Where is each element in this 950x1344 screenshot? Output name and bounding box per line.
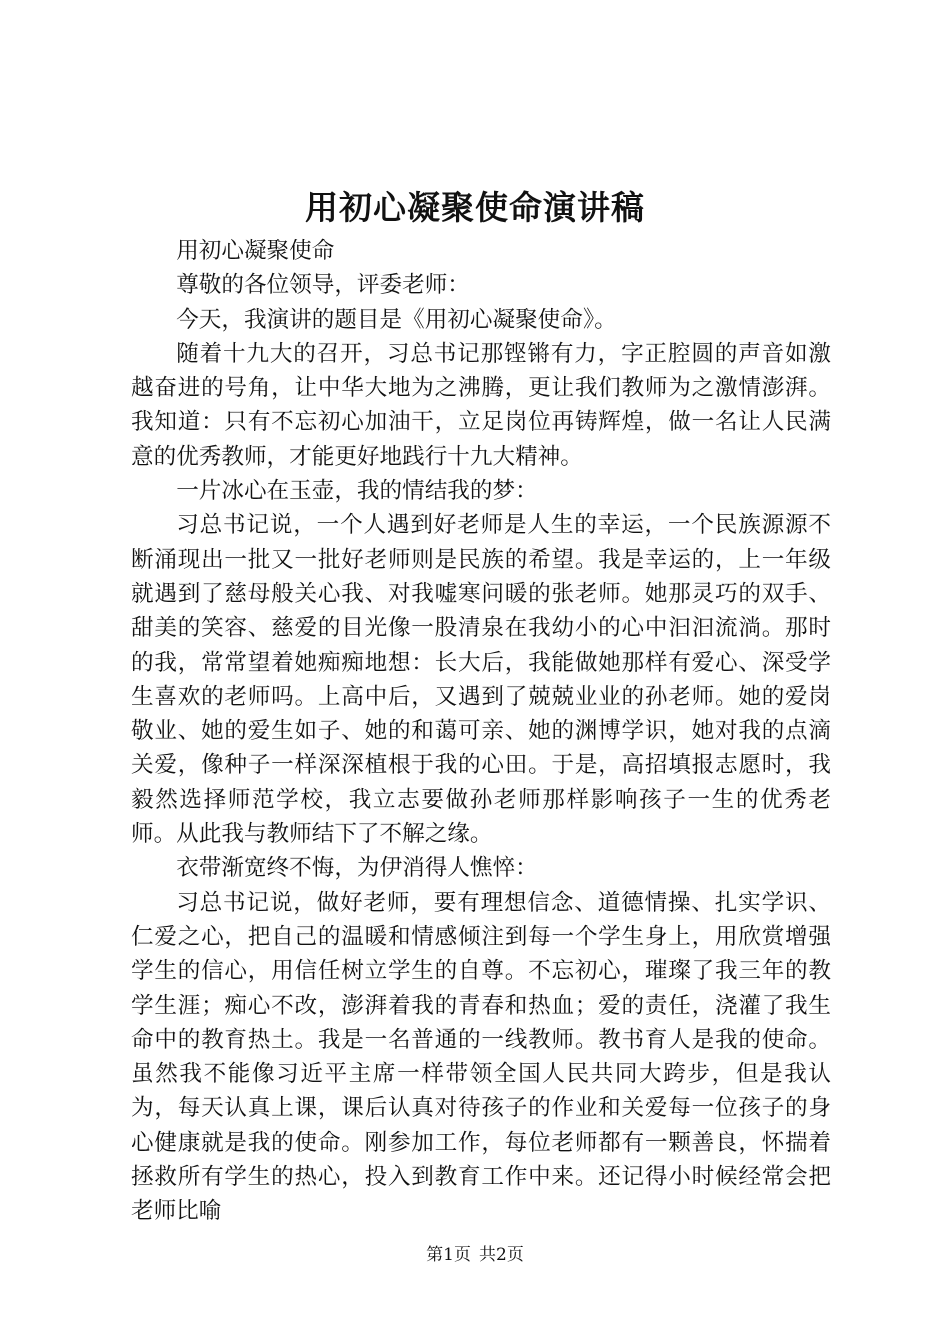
section-1-paragraph: 习总书记说，一个人遇到好老师是人生的幸运，一个民族源源不断涌现出一批又一批好老师则是民族的希望。我是幸运的，上一年级就遇到了慈母般关心我、对我嘘寒问暖的张老师。她那灵巧的双手、甜美的笑容、慈爱的目光像一股清泉在我幼小的心中汩汩流淌。那时的我，常常望着她痴痴地想：长大后，我能做她那样有爱心、深受学生喜欢的老师吗。上高中后，又遇到了兢兢业业的孙老师。她的爱岗敬业、她的爱生如子、她的和蔼可亲、她的渊博学识，她对我的点滴关爱，像种子一样深深植根于我的心田。于是，高招填报志愿时，我毅然选择师范学校，我立志要做孙老师那样影响孩子一生的优秀老师。从此我与教师结下了不解之缘。	[131, 512, 831, 848]
document-body	[131, 234, 831, 1229]
page-footer	[0, 1243, 950, 1267]
page-number: 第1页	[426, 1245, 471, 1265]
page-title: 用初心凝聚使命演讲稿	[305, 188, 645, 227]
page-total: 共2页	[479, 1245, 524, 1265]
intro-paragraph: 随着十九大的召开，习总书记那铿锵有力，字正腔圆的声音如激越奋进的号角，让中华大地为之沸腾，更让我们教师为之激情澎湃。我知道：只有不忘初心加油干，立足岗位再铸辉煌，做一名让人民满意的优秀教师，才能更好地践行十九大精神。	[131, 340, 831, 470]
subtitle-paragraph: 用初心凝聚使命	[176, 238, 335, 264]
section-heading-1: 一片冰心在玉壶，我的情结我的梦：	[176, 478, 538, 505]
section-heading-2: 衣带渐宽终不悔，为伊消得人憔悴：	[176, 855, 538, 882]
greeting-paragraph: 尊敬的各位领导，评委老师：	[176, 272, 470, 299]
topic-paragraph: 今天，我演讲的题目是《用初心凝聚使命》。	[176, 306, 617, 333]
section-2-paragraph: 习总书记说，做好老师，要有理想信念、道德情操、扎实学识、仁爱之心，把自己的温暖和情感倾注到每一个学生身上，用欣赏增强学生的信心，用信任树立学生的自尊。不忘初心，璀璨了我三年的教学生涯；痴心不改，澎湃着我的青春和热血；爱的责任，浇灌了我生命中的教育热土。我是一名普通的一线教师。教书育人是我的使命。虽然我不能像习近平主席一样带领全国人民共同大跨步，但是我认为，每天认真上课，课后认真对待孩子的作业和关爱每一位孩子的身心健康就是我的使命。刚参加工作，每位老师都有一颗善良，怀揣着拯救所有学生的热心，投入到教育工作中来。还记得小时候经常会把老师比喻	[131, 889, 831, 1225]
